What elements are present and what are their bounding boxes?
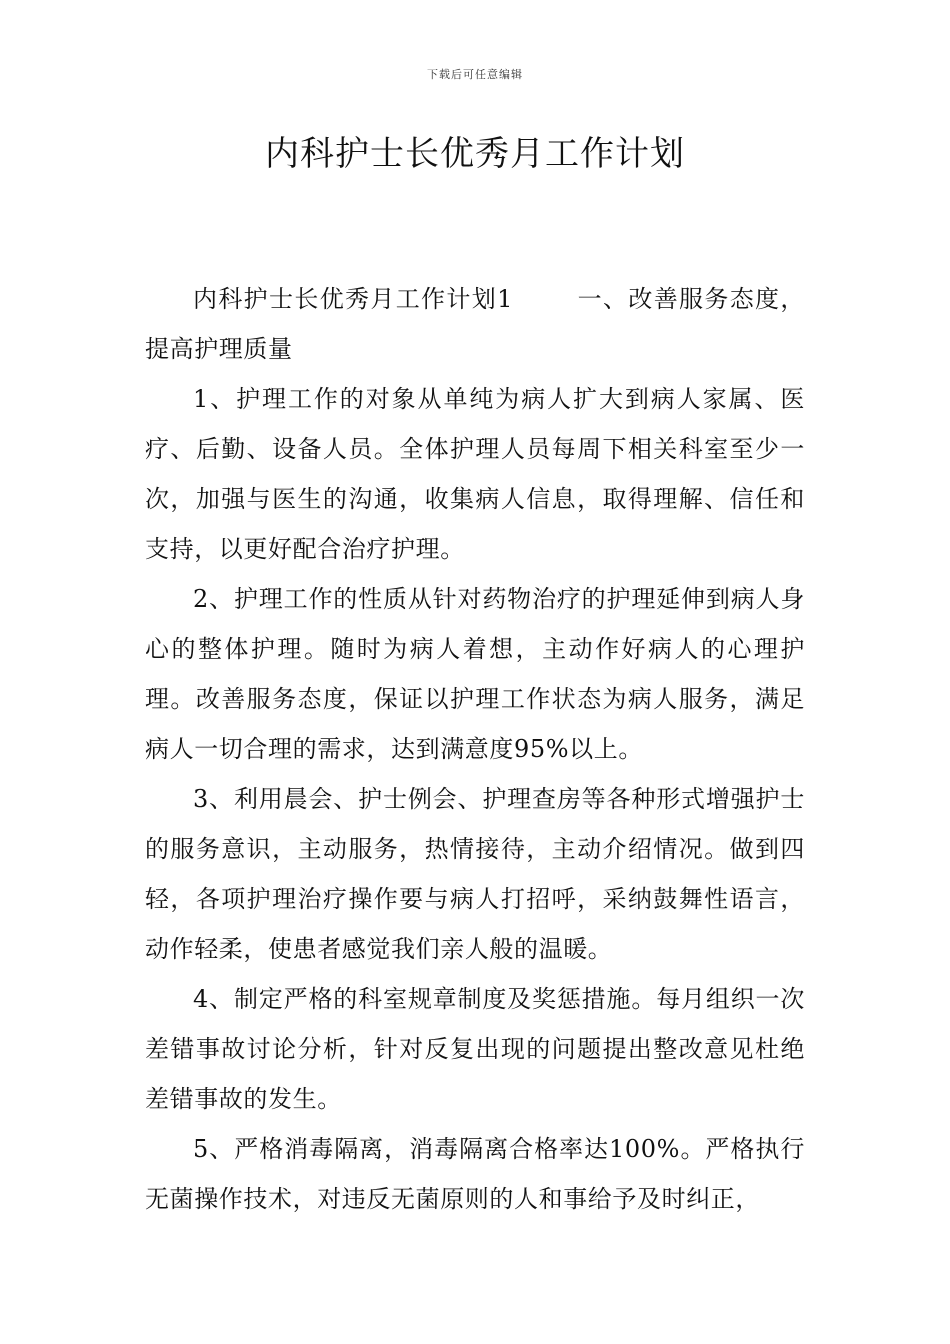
document-body: [145, 274, 805, 1224]
header-note: 下载后可任意编辑: [427, 68, 523, 81]
intro-heading: 内科护士长优秀月工作计划1: [193, 285, 513, 313]
paragraph-4: 4、制定严格的科室规章制度及奖惩措施。每月组织一次差错事故讨论分析，针对反复出现的问题提出整改意见杜绝差错事故的发生。: [145, 985, 805, 1113]
section-heading: 一、改善服务态度，提高护理质量: [145, 285, 805, 363]
intro-paragraph: [145, 274, 805, 374]
document-title: 内科护士长优秀月工作计划: [265, 134, 685, 174]
paragraph-2: 2、护理工作的性质从针对药物治疗的护理延伸到病人身心的整体护理。随时为病人着想，主动作好病人的心理护理。改善服务态度，保证以护理工作状态为病人服务，满足病人一切合理的需求，达到满意度95%以上。: [145, 585, 805, 763]
paragraph-5: 5、严格消毒隔离，消毒隔离合格率达100%。严格执行无菌操作技术，对违反无菌原则的人和事给予及时纠正，: [145, 1135, 805, 1213]
paragraph-1: 1、护理工作的对象从单纯为病人扩大到病人家属、医疗、后勤、设备人员。全体护理人员每周下相关科室至少一次，加强与医生的沟通，收集病人信息，取得理解、信任和支持，以更好配合治疗护理。: [145, 385, 805, 563]
paragraph-3: 3、利用晨会、护士例会、护理查房等各种形式增强护士的服务意识，主动服务，热情接待，主动介绍情况。做到四轻，各项护理治疗操作要与病人打招呼，采纳鼓舞性语言，动作轻柔，使患者感觉我们亲人般的温暖。: [145, 785, 805, 963]
